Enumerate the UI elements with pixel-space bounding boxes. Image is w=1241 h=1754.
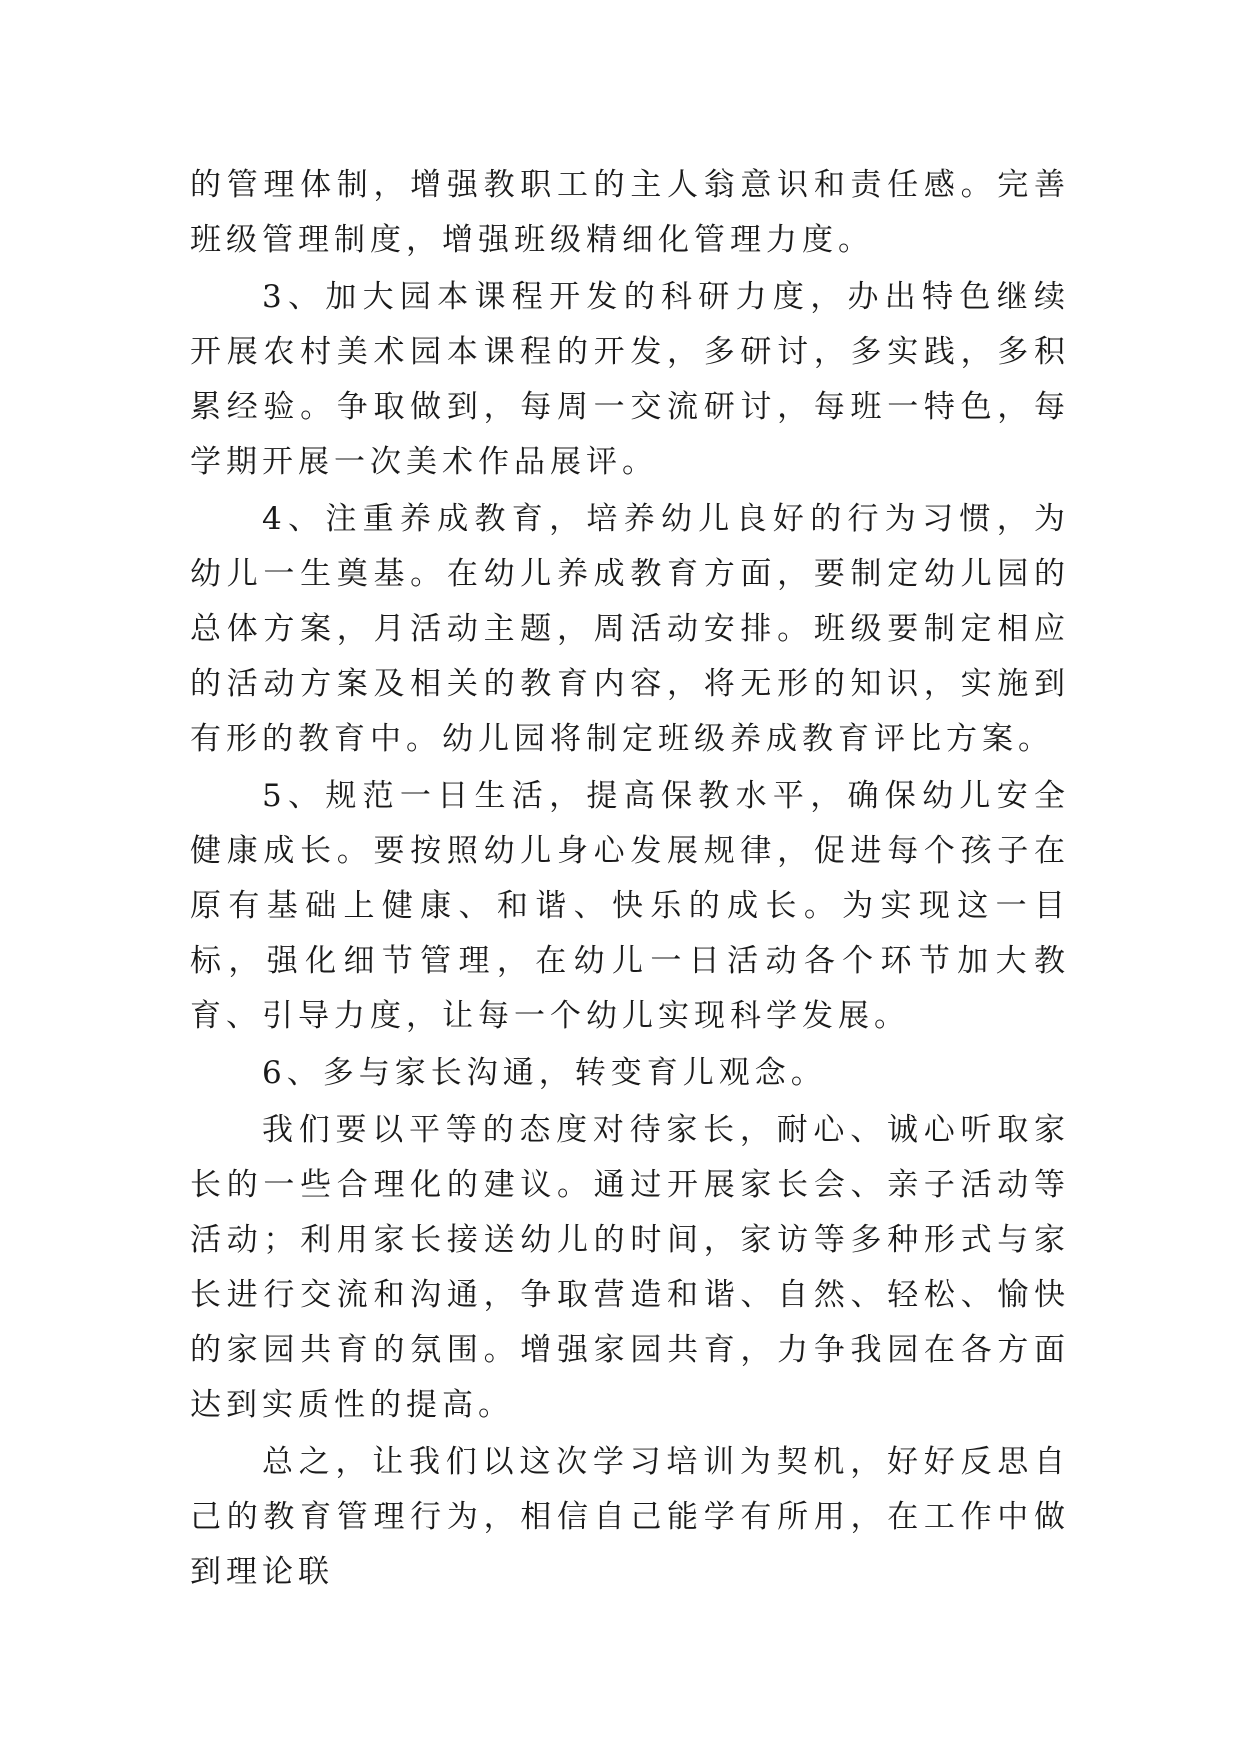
paragraph-item-5: 5、规范一日生活，提高保教水平，确保幼儿安全健康成长。要按照幼儿身心发展规律，促进每个孩子在原有基础上健康、和谐、快乐的成长。为实现这一目标，强化细节管理，在幼儿一日活动各个环节加大教育、引导力度，让每一个幼儿实现科学发展。 <box>190 778 1070 1034</box>
paragraph-item-3: 3、加大园本课程开发的科研力度，办出特色继续开展农村美术园本课程的开发，多研讨，多实践，多积累经验。争取做到，每周一交流研讨，每班一特色，每学期开展一次美术作品展评。 <box>190 279 1070 480</box>
paragraph-conclusion: 总之，让我们以这次学习培训为契机，好好反思自己的教育管理行为，相信自己能学有所用，在工作中做到理论联 <box>190 1444 1070 1590</box>
paragraph-parents: 我们要以平等的态度对待家长，耐心、诚心听取家长的一些合理化的建议。通过开展家长会、亲子活动等活动；利用家长接送幼儿的时间，家访等多种形式与家长进行交流和沟通，争取营造和谐、自然、轻松、愉快的家园共育的氛围。增强家园共育，力争我园在各方面达到实质性的提高。 <box>190 1112 1070 1423</box>
body-text <box>190 158 1070 1600</box>
paragraph-item-6: 6、多与家长沟通，转变育儿观念。 <box>262 1055 827 1091</box>
paragraph-item-4: 4、注重养成教育，培养幼儿良好的行为习惯，为幼儿一生奠基。在幼儿养成教育方面，要制定幼儿园的总体方案，月活动主题，周活动安排。班级要制定相应的活动方案及相关的教育内容，将无形的知识，实施到有形的教育中。幼儿园将制定班级养成教育评比方案。 <box>190 501 1070 757</box>
paragraph-continuation: 的管理体制，增强教职工的主人翁意识和责任感。完善班级管理制度，增强班级精细化管理力度。 <box>190 167 1070 258</box>
